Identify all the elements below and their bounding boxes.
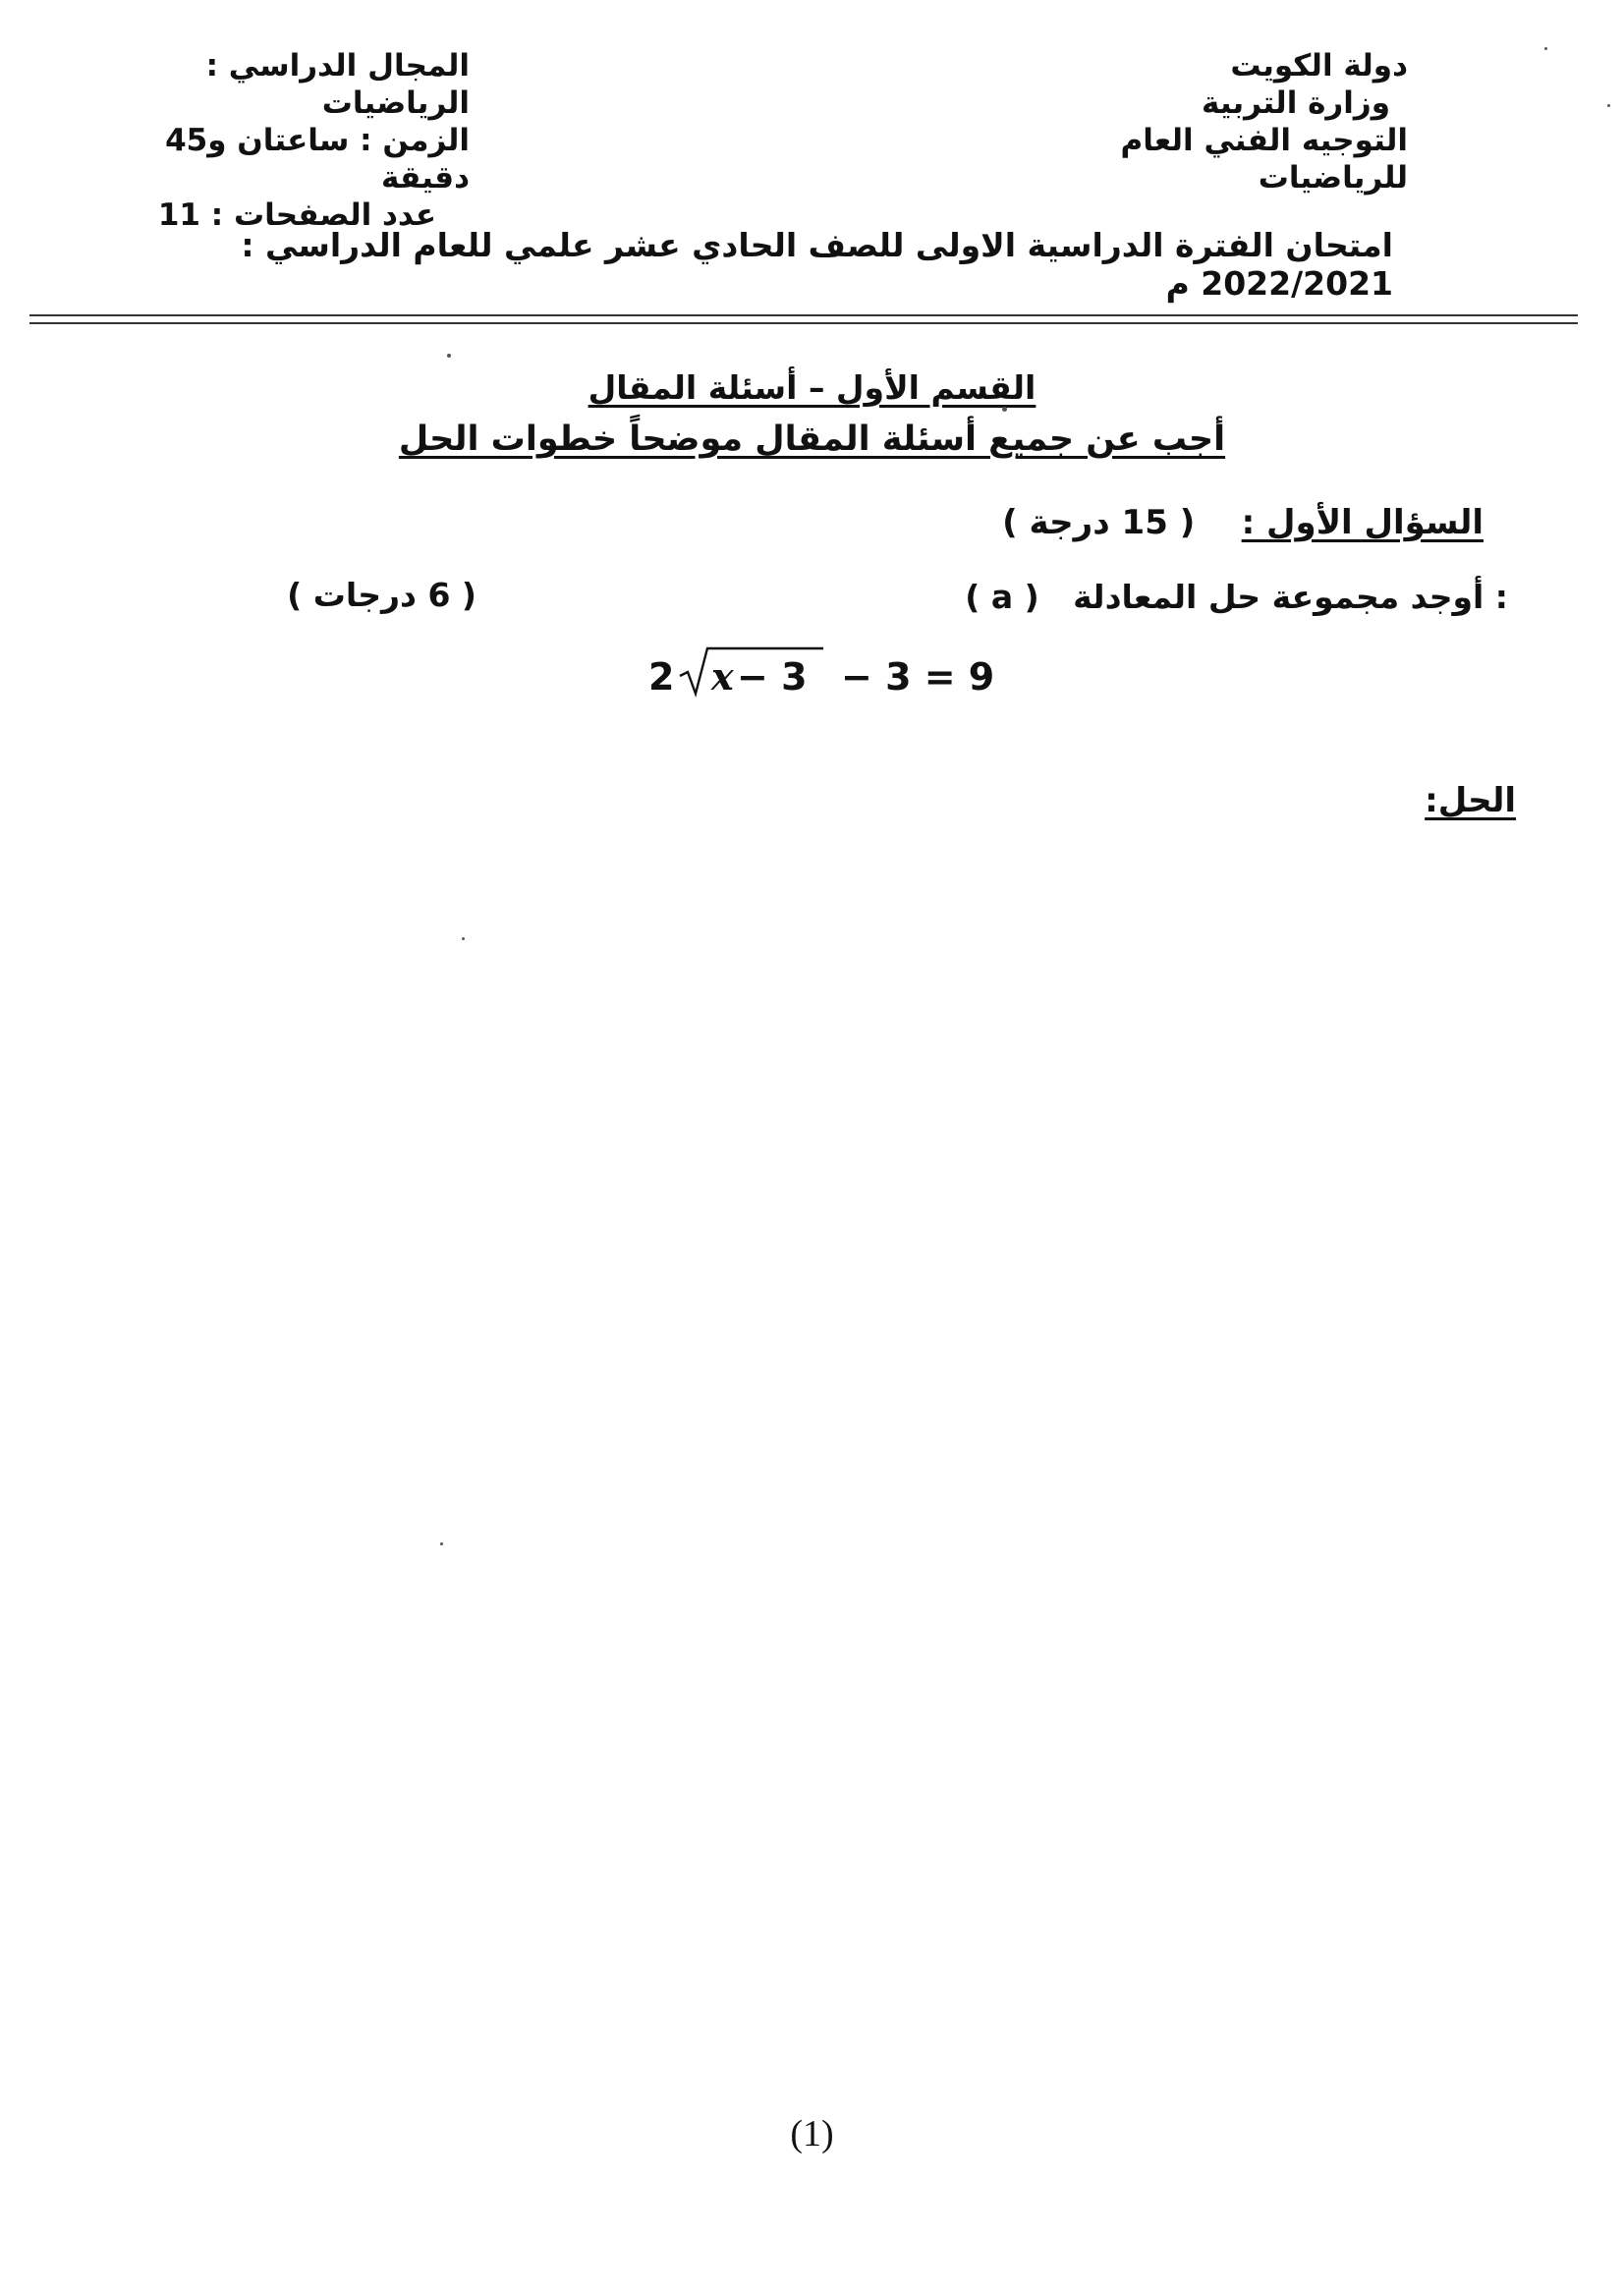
ministry-header [995,47,1408,196]
question-1-label: السؤال الأول : [1241,503,1484,542]
scan-speck [1002,407,1007,412]
scan-speck [440,1542,443,1545]
section-title: القسم الأول – أسئلة المقال [588,368,1036,407]
duration-line: الزمن : ساعتان و45 دقيقة [165,123,470,196]
equation-svg [550,639,1100,707]
equation [550,639,1100,707]
equation-variable: x [711,654,734,699]
scan-speck [447,354,451,358]
scan-speck [1607,104,1610,107]
section-instructions: أجب عن جميع أسئلة المقال موضحاً خطوات الحل [398,420,1226,459]
part-a-marks: ( 6 درجات ) [287,576,476,614]
header-divider-bottom [29,322,1578,324]
part-a-text: أوجد مجموعة حل المعادلة : [1073,578,1508,616]
part-a-prompt [820,578,1508,616]
equation-radicand-rest: − 3 [737,655,808,699]
solution-label: الحل: [1425,781,1516,820]
subject-line: المجال الدراسي : الرياضيات [205,48,470,121]
department-line: التوجيه الفني العام للرياضيات [1120,123,1408,196]
question-1-heading [894,503,1484,542]
equation-rhs: − 3 = 9 [841,655,995,699]
header-divider-top [29,314,1578,316]
question-1-marks: ( 15 درجة ) [1002,503,1196,542]
page-number: (1) [790,2113,834,2155]
country-line: دولة الكويت [1230,48,1408,84]
exam-title: امتحان الفترة الدراسية الاولى للصف الحادي عشر علمي للعام الدراسي : 2022/2021 م [241,226,1393,303]
part-a-label: ( a ) [965,578,1039,616]
equation-coefficient: 2 [648,655,675,699]
exam-info-header [116,47,470,234]
ministry-line: وزارة التربية [1202,85,1390,121]
scan-speck [462,937,465,940]
page-count-line: عدد الصفحات : 11 [157,197,436,233]
scan-speck [1544,47,1547,50]
